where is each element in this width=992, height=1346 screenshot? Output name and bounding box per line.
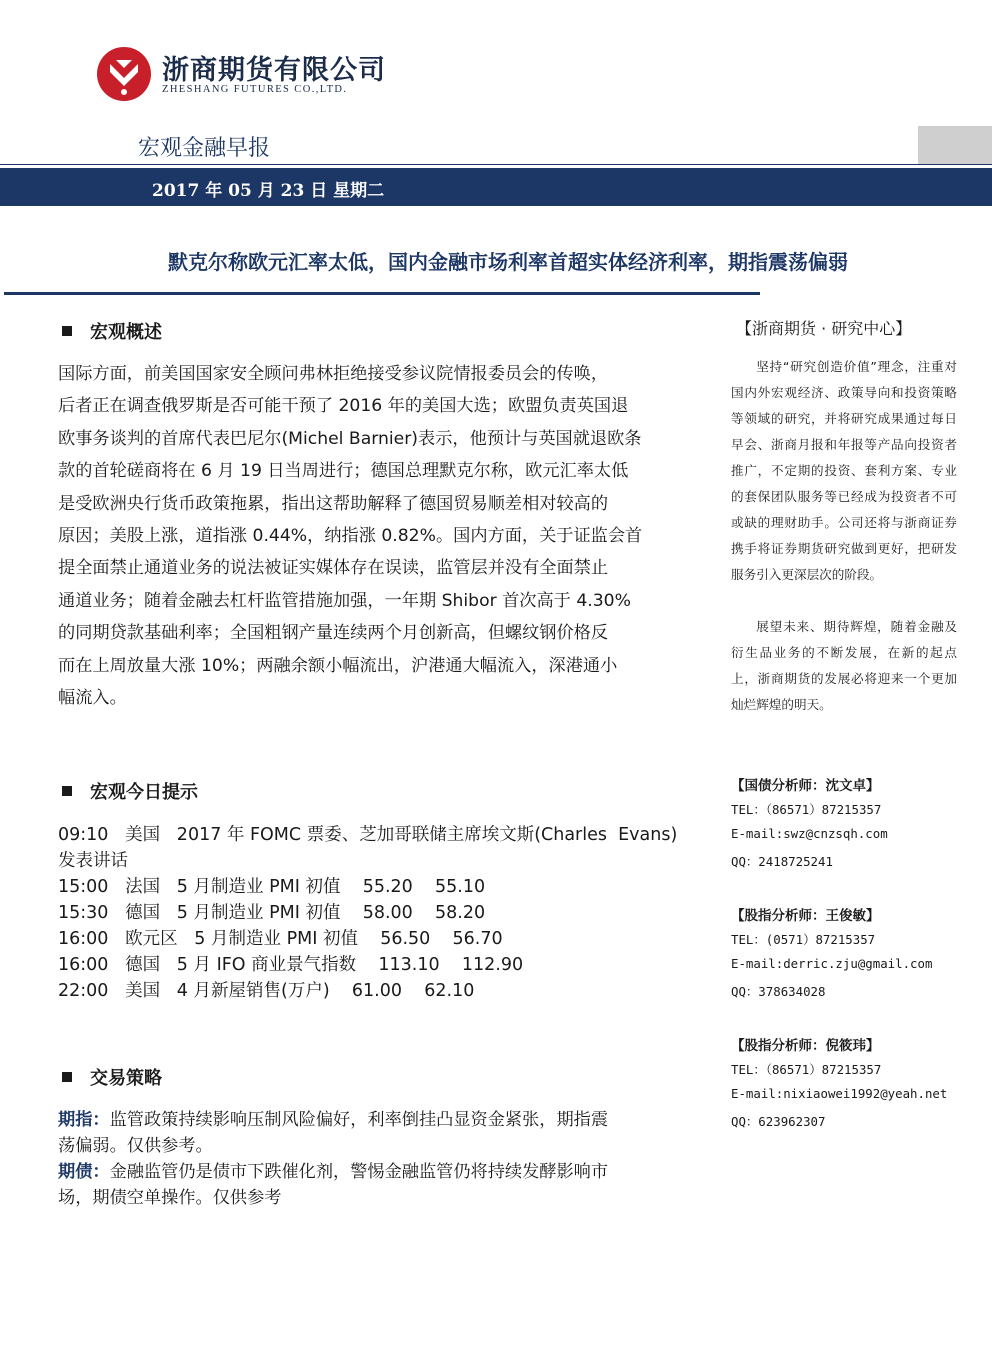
analyst-tel: TEL：（86571）87215357 [731,1062,882,1077]
company-name-en: ZHESHANG FUTURES CO.,LTD. [162,84,348,95]
strategy-text: 荡偏弱。仅供参考。 [58,1136,213,1156]
sidebar-title: 【浙商期货 · 研究中心】 [736,319,912,338]
section-heading-text: 宏观今日提示 [90,782,198,803]
section-heading-calendar [62,778,198,804]
strategy-label: 期指： [58,1110,110,1130]
analyst-tel: TEL：(0571）87215357 [731,932,876,947]
overview-line: 国际方面，前美国国家安全顾问弗林拒绝接受参议院情报委员会的传唤， [58,364,609,384]
strategy-item [58,1107,708,1159]
analyst-title: 【国债分析师：沈文卓】 [731,778,880,794]
sidebar-outlook-paragraph: 展望未来、期待辉煌，随着金融及衍生品业务的不断发展，在新的起点上，浙商期货的发展必将迎来一个更加灿烂辉煌的明天。 [731,619,957,712]
bullet-square-icon [62,326,72,336]
analyst-email[interactable]: E-mail:swz@cnzsqh.com [731,826,888,841]
analyst-qq: QQ：2418725241 [731,854,833,869]
header-divider [0,164,992,165]
analyst-title: 【股指分析师：王俊敏】 [731,908,880,924]
strategy-item [58,1159,708,1211]
analyst-email[interactable]: E-mail:derric.zju@gmail.com [731,956,933,971]
analyst-email[interactable]: E-mail:nixiaowei1992@yeah.net [731,1086,948,1101]
strategy-label: 期债： [58,1162,110,1182]
overview-line: 提全面禁止通道业务的说法被证实媒体存在误读，监管层并没有全面禁止 [58,558,609,579]
strategy-text: 监管政策持续影响压制风险偏好，利率倒挂凸显资金紧张，期指震 [109,1110,609,1130]
calendar-row: 发表讲话 [58,851,128,871]
overview-line: 而在上周放量大涨 10%；两融余额小幅流出，沪港通大幅流入，深港通小 [58,655,618,676]
overview-line: 的同期贷款基础利率；全国粗钢产量连续两个月创新高，但螺纹钢价格反 [58,623,609,644]
overview-line: 是受欧洲央行货币政策拖累，指出这帮助解释了德国贸易顺差相对较高的 [58,493,609,514]
strategy-text: 金融监管仍是债市下跌催化剂，警惕金融监管仍将持续发酵影响市 [109,1162,609,1182]
calendar-row: 15:30 德国 5 月制造业 PMI 初值 58.00 58.20 [58,903,486,923]
overview-paragraph [58,358,718,714]
logo-emblem-icon [96,46,152,102]
analyst-title: 【股指分析师：倪筱玮】 [731,1038,880,1054]
page-title: 默克尔称欧元汇率太低，国内金融市场利率首超实体经济利率，期指震荡偏弱 [168,250,848,274]
section-heading-strategy [62,1064,162,1090]
report-type: 宏观金融早报 [138,136,271,161]
calendar-row: 09:10 美国 2017 年 FOMC 票委、芝加哥联储主席埃文斯(Charles Evans) [58,825,678,845]
overview-line: 原因；美股上涨，道指涨 0.44%，纳指涨 0.82%。国内方面，关于证监会首 [58,526,643,547]
bullet-square-icon [62,1072,72,1082]
sidebar-intro-paragraph: 坚持“研究创造价值”理念，注重对国内外宏观经济、政策导向和投资策略等领域的研究，并将研究成果通过每日早会、浙商月报和年报等产品向投资者推广，不定期的投资、套利方案、专业的套保团队服务等已经成为投资者不可或缺的理财助手。公司还将与浙商证券携手将证券期货研究做到更好，把研发服务引入更深层次的阶段。 [731,359,957,582]
overview-line: 通道业务；随着金融去杠杆监管措施加强，一年期 Shibor 首次高于 4.30% [58,590,631,611]
calendar-row: 15:00 法国 5 月制造业 PMI 初值 55.20 55.10 [58,877,486,897]
company-name-cn: 浙商期货有限公司 [162,55,386,86]
section-heading-text: 交易策略 [90,1068,162,1089]
section-heading-overview [62,318,162,344]
overview-line: 后者正在调查俄罗斯是否可能干预了 2016 年的美国大选；欧盟负责英国退 [58,396,629,417]
analyst-tel: TEL：（86571）87215357 [731,802,882,817]
section-heading-text: 宏观概述 [90,322,162,343]
bullet-square-icon [62,786,72,796]
calendar-row: 22:00 美国 4 月新屋销售(万户) 61.00 62.10 [58,981,475,1001]
headline-underline [4,292,760,295]
overview-line: 幅流入。 [58,688,127,709]
strategy-text: 场，期债空单操作。仅供参考 [58,1188,282,1208]
company-logo [96,44,396,104]
date-bar [0,168,992,206]
overview-line: 款的首轮磋商将在 6 月 19 日当周进行；德国总理默克尔称，欧元汇率太低 [58,461,629,482]
overview-line: 欧事务谈判的首席代表巴尼尔(Michel Barnier)表示，他预计与英国就退欧条 [58,428,642,449]
analyst-qq: QQ：623962307 [731,1114,826,1129]
analyst-qq: QQ：378634028 [731,984,826,999]
calendar-row: 16:00 欧元区 5 月制造业 PMI 初值 56.50 56.70 [58,929,503,949]
header-grey-block [918,126,992,164]
report-date: 2017 年 05 月 23 日 星期二 [152,181,385,201]
calendar-row: 16:00 德国 5 月 IFO 商业景气指数 113.10 112.90 [58,955,524,975]
